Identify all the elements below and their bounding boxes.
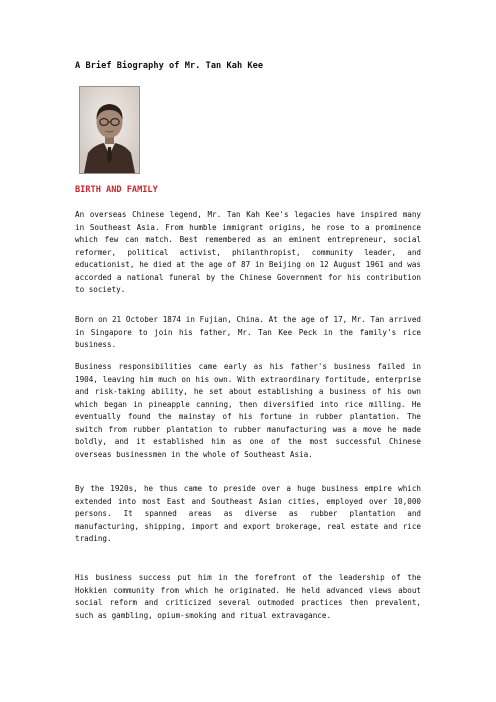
paragraph-business-responsibilities: Business responsibilities came early as his father's business failed in 1904, leaving him much on his own. With extraordinary fortitude, enterprise and risk-taking ability, he set about establishing a business of his own which began in pineapple canning, then diversified into rice milling. He eventually found the mainstay of his fortune in rubber plantation. The switch from rubber plantation to rubber manufacturing was a move he made boldly, and it established him as one of the most successful Chinese overseas businessmen in the whole of Southeast Asia. — [75, 362, 421, 459]
portrait-photo — [79, 86, 140, 174]
paragraph-intro: An overseas Chinese legend, Mr. Tan Kah Kee's legacies have inspired many in Southeast Asia. From humble immigrant origins, he rose to a prominence which few can match. Best remembered as an eminent entrepreneur, social reformer, political activist, philanthropist, community leader, and educationist, he died at the age of 87 in Beijing on 12 August 1961 and was accorded a national funeral by the Chinese Government for his contribution to society. — [75, 210, 421, 294]
section-heading-birth-and-family: BIRTH AND FAMILY — [75, 185, 158, 195]
paragraph-birth: Born on 21 October 1874 in Fujian, China. At the age of 17, Mr. Tan arrived in Singapore to join his father, Mr. Tan Kee Peck in the family's rice business. — [75, 315, 421, 349]
paragraph-hokkien-leadership: His business success put him in the forefront of the leadership of the Hokkien community from which he originated. He held advanced views about social reform and criticized several outmoded practices then prevalent, such as gambling, opium-smoking and ritual extravagance. — [75, 573, 421, 620]
document-title: A Brief Biography of Mr. Tan Kah Kee — [75, 61, 264, 71]
portrait-photo-icon — [80, 87, 139, 173]
paragraph-business-empire: By the 1920s, he thus came to preside over a huge business empire which extended into most East and Southeast Asian cities, employed over 10,000 persons. It spanned areas as diverse as rubber plantation and manufacturing, shipping, import and export brokerage, real estate and rice trading. — [75, 484, 421, 543]
